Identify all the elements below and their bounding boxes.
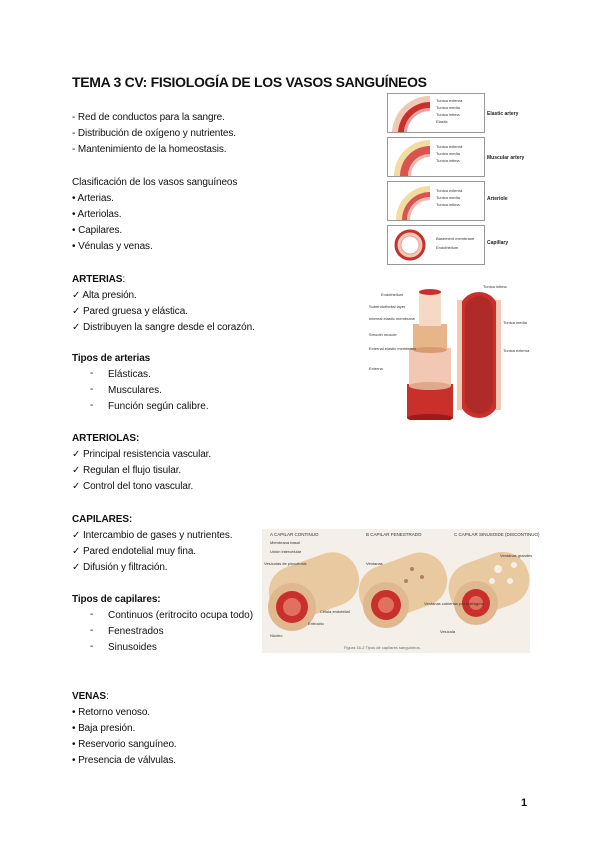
intro-line: - Distribución de oxígeno y nutrientes. xyxy=(72,128,236,139)
vessel-label: Tunica intima xyxy=(436,112,460,117)
list-item: ✓ Distribuyen la sangre desde el corazón. xyxy=(72,322,255,333)
muscular-artery-panel xyxy=(387,137,485,177)
vessel-label: Tunica intima xyxy=(436,202,460,207)
list-item: Musculares. xyxy=(108,385,162,396)
intro-line: - Mantenimiento de la homeostasis. xyxy=(72,144,227,155)
dash-bullet: - xyxy=(90,384,94,395)
vessel-label: Tunica externa xyxy=(436,188,463,193)
capillary-types-illustration xyxy=(262,529,533,653)
list-item: ✓ Control del tono vascular. xyxy=(72,481,194,492)
capillary-label: Vesículas de pinocitosis xyxy=(264,561,307,566)
panel-title: C CAPILAR SINUSOIDE (DISCONTINUO) xyxy=(454,532,540,537)
layer-label: External elastic membrane xyxy=(369,346,417,351)
list-item: • Arteriolas. xyxy=(72,209,122,220)
intro-line: - Red de conductos para la sangre. xyxy=(72,112,225,123)
list-item: ✓ Difusión y filtración. xyxy=(72,562,168,573)
layer-label: Tunica media xyxy=(503,320,527,325)
vessel-label: Tunica media xyxy=(436,195,460,200)
capillary-label: Célula endotelial xyxy=(320,609,350,614)
list-item: ✓ Pared endotelial muy fina. xyxy=(72,546,196,557)
vessel-label: Endothelium xyxy=(436,245,459,250)
elastic-artery-panel xyxy=(387,93,485,133)
layer-label: Subendothelial layer xyxy=(369,304,406,309)
vessel-label: Tunica media xyxy=(436,105,460,110)
list-item: ✓ Principal resistencia vascular. xyxy=(72,449,212,460)
capillary-label: Membrana basal xyxy=(270,540,300,545)
capillary-types-figure xyxy=(262,529,540,653)
panel-title: A CAPILAR CONTINUO xyxy=(270,532,319,537)
list-item: • Baja presión. xyxy=(72,723,136,734)
list-item: • Capilares. xyxy=(72,225,123,236)
capillary-label: Ventanas grandes xyxy=(500,553,533,558)
list-item: • Vénulas y venas. xyxy=(72,241,153,252)
list-item: ✓ Regulan el flujo tisular. xyxy=(72,465,182,476)
list-item: Fenestrados xyxy=(108,626,164,637)
list-item: ✓ Alta presión. xyxy=(72,290,137,301)
list-item: Elásticas. xyxy=(108,369,151,380)
page-number: 1 xyxy=(521,797,528,809)
capillary-label: Núcleo xyxy=(270,633,283,638)
dash-bullet: - xyxy=(90,400,94,411)
list-item: • Arterias. xyxy=(72,193,114,204)
capillary-label: Unión intercelular xyxy=(270,549,302,554)
layer-label: Smooth muscle xyxy=(369,332,397,337)
dash-bullet: - xyxy=(90,609,94,620)
subsection-heading: Tipos de capilares: xyxy=(72,594,161,605)
layer-label: Internal elastic membrane xyxy=(369,316,416,321)
arteriole-panel xyxy=(387,181,485,221)
dash-bullet: - xyxy=(90,641,94,652)
capillary-panel xyxy=(387,225,485,265)
vessel-label: Basement membrane xyxy=(436,236,475,241)
list-item: • Retorno venoso. xyxy=(72,707,150,718)
layer-label: Tunica intima xyxy=(483,284,507,289)
dash-bullet: - xyxy=(90,625,94,636)
vessel-label: Tunica externa xyxy=(436,144,463,149)
capillary-label: Ventanas xyxy=(366,561,383,566)
panel-title: B CAPILAR FENESTRADO xyxy=(366,532,422,537)
capillary-label: Vesícula xyxy=(440,629,456,634)
list-item: ✓ Intercambio de gases y nutrientes. xyxy=(72,530,233,541)
section-heading: ARTERIOLAS: xyxy=(72,433,140,444)
list-item: Sinusoides xyxy=(108,642,157,653)
subsection-heading: Tipos de arterias xyxy=(72,353,151,364)
list-item: • Presencia de válvulas. xyxy=(72,755,176,766)
vessel-label: Tunica media xyxy=(436,151,460,156)
figure-caption: Figura 16-2 Tipos de capilares sanguíneos. xyxy=(344,645,421,650)
section-heading: CAPILARES: xyxy=(72,514,133,525)
layer-label: Externa xyxy=(369,366,383,371)
vessel-type-name: Muscular artery xyxy=(487,155,525,161)
dash-bullet: - xyxy=(90,368,94,379)
artery-layers-figure xyxy=(361,282,529,420)
vessel-label: Tunica intima xyxy=(436,158,460,163)
page-title: TEMA 3 CV: FISIOLOGÍA DE LOS VASOS SANGUÍNEOS xyxy=(72,74,427,90)
section-heading: Clasificación de los vasos sanguíneos xyxy=(72,177,238,188)
list-item: Función según calibre. xyxy=(108,401,209,412)
capillary-label: Ventanas cubiertas por diafragma xyxy=(424,601,484,606)
list-item: Continuos (eritrocito ocupa todo) xyxy=(108,610,254,621)
capillary-label: Eritrocito xyxy=(308,621,324,626)
list-item: • Reservorio sanguíneo. xyxy=(72,739,177,750)
section-heading: ARTERIAS: xyxy=(72,274,126,285)
layer-label: Endothelium xyxy=(381,292,404,297)
vessel-type-name: Capillary xyxy=(487,240,509,246)
section-heading: VENAS: xyxy=(72,691,109,702)
vessel-label: Elastic xyxy=(436,119,448,124)
vessel-type-name: Arteriole xyxy=(487,196,508,202)
vessel-label: Tunica externa xyxy=(436,98,463,103)
vessel-type-name: Elastic artery xyxy=(487,111,519,117)
layer-label: Tunica externa xyxy=(503,348,530,353)
list-item: ✓ Pared gruesa y elástica. xyxy=(72,306,188,317)
